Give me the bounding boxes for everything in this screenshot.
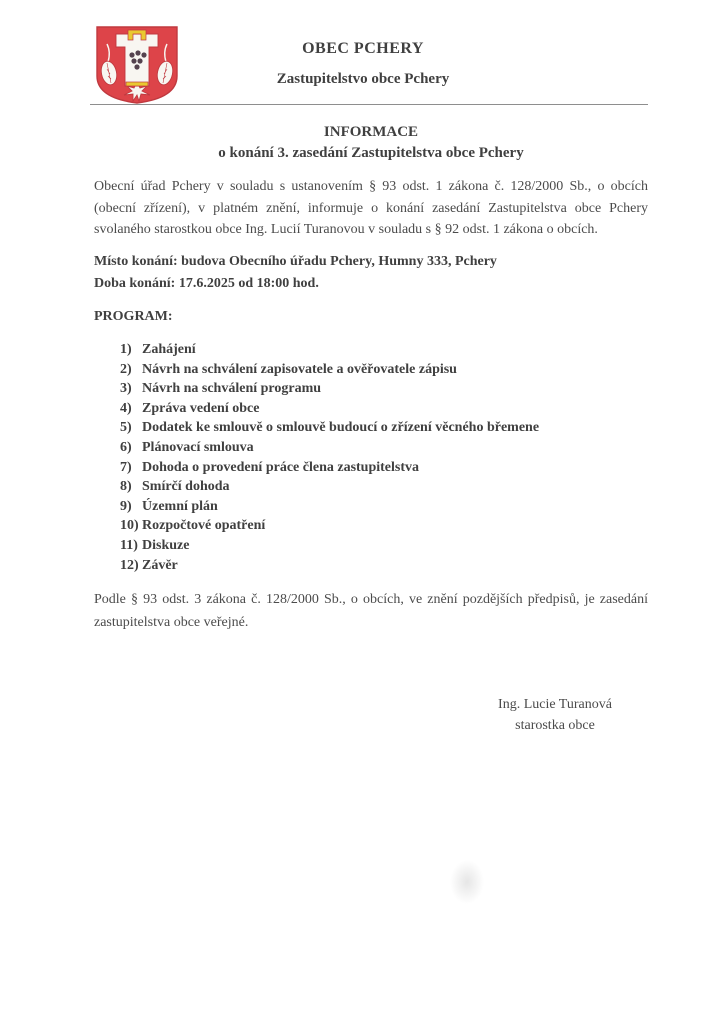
program-item-number: 10) [120, 518, 139, 534]
meeting-place-label: Místo konání: [94, 254, 178, 269]
program-item-text: Smírčí dohoda [142, 479, 230, 495]
document-title [94, 122, 648, 164]
meeting-time-value: 17.6.2025 od 18:00 hod. [178, 276, 319, 291]
program-item [120, 399, 640, 419]
meeting-place-line [94, 251, 648, 273]
program-item [120, 458, 640, 478]
program-item-text: Závěr [142, 557, 178, 573]
program-item-number: 5) [120, 420, 132, 436]
program-item [120, 360, 640, 380]
intro-paragraph: Obecní úřad Pchery v souladu s ustanovením § 93 odst. 1 zákona č. 128/2000 Sb., o obcích (obecní zřízení), v platném znění, informuje o konání zasedání Zastupitelstva obce Pchery svolaného starostkou obce Ing. Lucií Turanovou v souladu s § 92 odst. 1 zákona o obcích. [94, 179, 648, 237]
program-item [120, 438, 640, 458]
meeting-time-label: Doba konání: [94, 276, 176, 291]
program-item-number: 1) [120, 342, 132, 357]
program-item [120, 340, 640, 360]
org-subtitle: Zastupitelstvo obce Pchery [276, 71, 450, 87]
meeting-time-line [94, 273, 648, 295]
program-item [120, 536, 640, 556]
org-header [0, 40, 726, 88]
scan-smudge-artifact [450, 860, 484, 904]
header-divider [90, 104, 648, 105]
program-item-text: Plánovací smlouva [142, 439, 254, 455]
program-item-text: Dodatek ke smlouvě o smlouvě budoucí o zřízení věcného břemene [142, 420, 540, 436]
program-item-number: 12) [120, 557, 139, 573]
meeting-details [94, 251, 648, 295]
org-name: OBEC PCHERY [302, 40, 424, 57]
program-item-number: 2) [120, 361, 132, 377]
program-item-number: 7) [120, 459, 132, 475]
program-item [120, 497, 640, 517]
program-item [120, 556, 640, 576]
program-item-number: 3) [120, 381, 132, 397]
program-item-number: 4) [120, 400, 132, 416]
program-heading: PROGRAM: [94, 309, 173, 324]
program-item-text: Dohoda o provedení práce člena zastupitelstva [142, 459, 420, 475]
program-item-number: 6) [120, 439, 132, 455]
closing-paragraph: Podle § 93 odst. 3 zákona č. 128/2000 Sb., o obcích, ve znění pozdějších předpisů, je zasedání zastupitelstva obce veřejné. [94, 592, 648, 630]
signature-role: starostka obce [515, 718, 595, 733]
title-line-1: INFORMACE [323, 124, 419, 140]
program-item [120, 516, 640, 536]
signature-name: Ing. Lucie Turanová [498, 697, 612, 712]
program-item-number: 11) [120, 537, 138, 553]
program-item [120, 418, 640, 438]
program-item [120, 477, 640, 497]
program-item-text: Zahájení [142, 342, 196, 357]
program-item-number: 9) [120, 498, 132, 514]
title-line-2: o konání 3. zasedání Zastupitelstva obce Pchery [218, 145, 524, 161]
program-item-text: Diskuze [142, 537, 190, 553]
program-list [120, 340, 640, 575]
meeting-place-value: budova Obecního úřadu Pchery, Humny 333, Pchery [181, 254, 497, 269]
program-item-text: Návrh na schválení programu [142, 381, 322, 397]
program-item-text: Rozpočtové opatření [142, 518, 266, 534]
program-item-number: 8) [120, 479, 132, 495]
program-item-text: Územní plán [142, 498, 218, 514]
program-item [120, 379, 640, 399]
program-item-text: Zpráva vedení obce [142, 400, 260, 416]
signature-block [430, 694, 680, 736]
program-item-text: Návrh na schválení zapisovatele a ověřovatele zápisu [142, 361, 457, 377]
